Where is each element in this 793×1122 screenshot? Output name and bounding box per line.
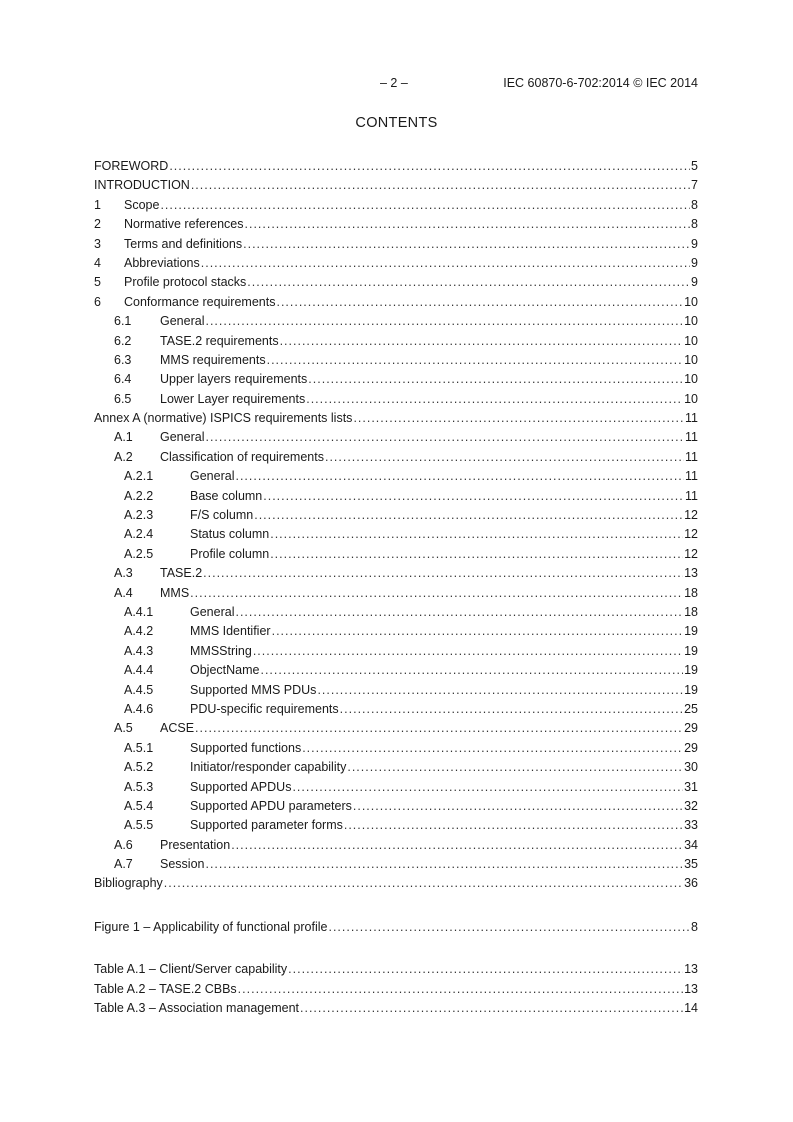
dot-leader (302, 739, 683, 758)
toc-entry-title: FOREWORD (94, 159, 169, 173)
toc-entry-title: Table A.2 – TASE.2 CBBs (94, 981, 237, 996)
toc-entry-title: Table A.1 – Client/Server capability (94, 962, 288, 977)
toc-entry[interactable] (94, 816, 698, 835)
toc-entry-number: A.2.4 (124, 527, 154, 542)
toc-entry-page: 11 (685, 488, 698, 503)
dot-leader (205, 855, 683, 874)
toc-entry-page: 18 (684, 604, 698, 619)
toc-entry-page: 29 (684, 740, 698, 755)
toc-entry-title: Lower Layer requirements (160, 391, 306, 406)
dot-leader (267, 351, 684, 370)
toc-entry-title: TASE.2 (160, 566, 203, 581)
toc-entry[interactable] (94, 564, 698, 583)
toc-entry-number: A.4.2 (124, 624, 154, 639)
toc-entry-number: A.4.4 (124, 663, 154, 678)
toc-entry-number: 6.2 (114, 333, 132, 348)
toc-entry-number: A.4.3 (124, 643, 154, 658)
toc-entry-title: Initiator/responder capability (190, 760, 347, 775)
toc-entry[interactable] (94, 235, 698, 254)
toc-entry-number: 1 (94, 197, 101, 212)
toc-entry-number: 5 (94, 275, 101, 290)
dot-leader (253, 642, 683, 661)
toc-entry-title: General (190, 604, 235, 619)
dot-leader (254, 506, 683, 525)
toc-entry-page: 10 (684, 294, 698, 309)
toc-entry-page: 9 (691, 236, 698, 251)
toc-entry[interactable] (94, 215, 698, 234)
toc-entry[interactable] (94, 584, 698, 603)
toc-entry-title: MMSString (190, 643, 252, 658)
toc-entry-title: Base column (190, 488, 263, 503)
toc-entry-title: ACSE (160, 721, 195, 736)
toc-entry-number: A.2.5 (124, 546, 154, 561)
toc-entry-title: Abbreviations (124, 255, 200, 270)
toc-entry[interactable] (94, 719, 698, 738)
toc-entry-title: Presentation (160, 837, 231, 852)
toc-entry-title: Supported MMS PDUs (190, 682, 317, 697)
toc-entry-page: 19 (684, 663, 698, 678)
toc-entry-title: Terms and definitions (124, 236, 243, 251)
toc-entry-title: Figure 1 – Applicability of functional profile (94, 919, 328, 934)
toc-entry-number: A.2.1 (124, 469, 154, 484)
toc-entry-title: Table A.3 – Association management (94, 1001, 299, 1016)
dot-leader (276, 293, 683, 312)
toc-entry[interactable] (94, 603, 698, 622)
toc-entry[interactable] (94, 855, 698, 874)
dot-leader (164, 874, 683, 893)
dot-leader (169, 157, 690, 176)
dot-leader (247, 273, 690, 292)
dot-leader (195, 719, 683, 738)
toc-entry-page: 10 (684, 333, 698, 348)
toc-entry-number: A.4.1 (124, 604, 154, 619)
toc-entry-title: TASE.2 requirements (160, 333, 279, 348)
toc-entry[interactable] (94, 448, 698, 467)
toc-entry-title: General (160, 314, 205, 329)
toc-entry[interactable] (94, 545, 698, 564)
dot-leader (272, 622, 684, 641)
toc-entry[interactable] (94, 293, 698, 312)
toc-entry-number: 4 (94, 255, 101, 270)
dot-leader (270, 545, 683, 564)
dot-leader (288, 960, 683, 979)
toc-entry-title: F/S column (190, 508, 254, 523)
toc-entry[interactable] (94, 836, 698, 855)
dot-leader (308, 370, 683, 389)
toc-entry-number: A.5 (114, 721, 133, 736)
toc-entry-page: 8 (691, 197, 698, 212)
dot-leader (306, 390, 683, 409)
toc-entry-title: Supported parameter forms (190, 818, 343, 833)
dot-leader (347, 758, 683, 777)
toc-entry-number: A.2.3 (124, 508, 154, 523)
toc-entry-page: 10 (684, 372, 698, 387)
dot-leader (300, 999, 683, 1018)
toc-entry-number: A.7 (114, 857, 133, 872)
toc-entry-number: A.3 (114, 566, 133, 581)
dot-leader (205, 428, 684, 447)
toc-entry-number: 2 (94, 217, 101, 232)
toc-entry-page: 29 (684, 721, 698, 736)
dot-leader (235, 467, 684, 486)
toc-entry[interactable] (94, 681, 698, 700)
toc-entry-page: 34 (684, 837, 698, 852)
toc-entry[interactable] (94, 622, 698, 641)
toc-entry[interactable] (94, 157, 698, 176)
toc-entry-page: 10 (684, 391, 698, 406)
toc-entry[interactable] (94, 525, 698, 544)
toc-entry[interactable] (94, 506, 698, 525)
toc-entry-page: 19 (684, 643, 698, 658)
toc-entry-number: A.5.3 (124, 779, 154, 794)
toc-entry[interactable] (94, 874, 698, 893)
toc-entry-number: A.2 (114, 449, 133, 464)
toc-entry-title: Annex A (normative) ISPICS requirements lists (94, 411, 353, 426)
toc-entry-title: Profile column (190, 546, 270, 561)
dot-leader (238, 980, 683, 999)
page-header (0, 76, 793, 92)
table-of-contents (94, 157, 698, 1018)
toc-entry-title: Status column (190, 527, 270, 542)
toc-entry-number: 3 (94, 236, 101, 251)
dot-leader (328, 918, 690, 937)
dot-leader (190, 584, 683, 603)
list-of-tables-entry[interactable] (94, 980, 698, 999)
toc-entry-number: A.4.6 (124, 701, 154, 716)
list-of-figures-entry[interactable] (94, 918, 698, 937)
toc-entry-title: Normative references (124, 217, 244, 232)
section-gap (94, 894, 698, 918)
toc-entry-page: 13 (684, 981, 698, 996)
toc-entry-number: A.2.2 (124, 488, 154, 503)
list-of-tables-entry[interactable] (94, 999, 698, 1018)
dot-leader (205, 312, 683, 331)
toc-entry-page: 13 (684, 962, 698, 977)
toc-entry-title: General (190, 469, 235, 484)
toc-entry[interactable] (94, 254, 698, 273)
toc-entry-page: 25 (684, 701, 698, 716)
dot-leader (353, 409, 684, 428)
toc-entry[interactable] (94, 332, 698, 351)
toc-entry-title: Bibliography (94, 876, 163, 891)
toc-entry-number: A.4 (114, 585, 133, 600)
dot-leader (270, 525, 683, 544)
toc-entry[interactable] (94, 758, 698, 777)
toc-entry[interactable] (94, 370, 698, 389)
toc-entry[interactable] (94, 467, 698, 486)
toc-entry[interactable] (94, 176, 698, 195)
toc-entry-page: 19 (684, 624, 698, 639)
section-gap (94, 937, 698, 960)
toc-entry[interactable] (94, 487, 698, 506)
toc-entry-number: A.5.2 (124, 760, 154, 775)
dot-leader (344, 816, 683, 835)
toc-entry-page: 36 (684, 876, 698, 891)
toc-entry-title: MMS (160, 585, 190, 600)
toc-entry[interactable] (94, 312, 698, 331)
toc-entry-number: A.5.5 (124, 818, 154, 833)
list-of-tables-entry[interactable] (94, 960, 698, 979)
toc-entry[interactable] (94, 428, 698, 447)
toc-entry-page: 5 (691, 159, 698, 173)
toc-entry-page: 12 (684, 546, 698, 561)
toc-entry[interactable] (94, 797, 698, 816)
toc-entry-page: 14 (684, 1001, 698, 1016)
toc-entry-page: 9 (691, 275, 698, 290)
toc-entry[interactable] (94, 739, 698, 758)
toc-entry-page: 33 (684, 818, 698, 833)
toc-entry[interactable] (94, 700, 698, 719)
toc-entry-page: 8 (691, 217, 698, 232)
dot-leader (243, 235, 690, 254)
toc-entry-title: Upper layers requirements (160, 372, 308, 387)
dot-leader (260, 661, 683, 680)
toc-entry-page: 35 (684, 857, 698, 872)
toc-entry-number: 6.3 (114, 352, 132, 367)
toc-entry-title: Session (160, 857, 205, 872)
toc-entry-number: 6.4 (114, 372, 132, 387)
toc-entry[interactable] (94, 273, 698, 292)
toc-entry-title: Scope (124, 197, 160, 212)
toc-entry-page: 7 (691, 178, 698, 193)
toc-entry-number: A.5.1 (124, 740, 154, 755)
toc-entry-page: 9 (691, 255, 698, 270)
toc-entry-number: A.4.5 (124, 682, 154, 697)
toc-entry-number: A.6 (114, 837, 133, 852)
toc-entry[interactable] (94, 390, 698, 409)
dot-leader (160, 196, 690, 215)
dot-leader (340, 700, 683, 719)
dot-leader (231, 836, 683, 855)
toc-entry-page: 11 (685, 449, 698, 464)
toc-entry-title: Supported functions (190, 740, 302, 755)
toc-entry-title: Supported APDUs (190, 779, 292, 794)
toc-entry[interactable] (94, 409, 698, 428)
toc-entry-page: 18 (684, 585, 698, 600)
toc-entry-number: 6 (94, 294, 101, 309)
toc-entry[interactable] (94, 642, 698, 661)
toc-entry-number: 6.1 (114, 314, 132, 329)
dot-leader (325, 448, 684, 467)
toc-entry[interactable] (94, 778, 698, 797)
toc-entry-page: 32 (684, 798, 698, 813)
toc-entry-title: General (160, 430, 205, 445)
toc-entry[interactable] (94, 351, 698, 370)
toc-entry-page: 12 (684, 508, 698, 523)
toc-entry-page: 19 (684, 682, 698, 697)
toc-entry-page: 11 (685, 469, 698, 484)
toc-entry-number: A.1 (114, 430, 133, 445)
toc-entry-page: 30 (684, 760, 698, 775)
dot-leader (263, 487, 684, 506)
toc-entry-page: 13 (684, 566, 698, 581)
toc-entry[interactable] (94, 196, 698, 215)
toc-entry-title: MMS Identifier (190, 624, 271, 639)
dot-leader (203, 564, 683, 583)
contents-title: CONTENTS (355, 115, 438, 131)
toc-entry-title: Classification of requirements (160, 449, 324, 464)
toc-entry-page: 11 (685, 411, 698, 426)
toc-entry-title: MMS requirements (160, 352, 266, 367)
toc-entry-number: A.5.4 (124, 798, 154, 813)
toc-entry-page: 11 (685, 430, 698, 445)
toc-entry-title: INTRODUCTION (94, 178, 190, 193)
dot-leader (353, 797, 683, 816)
dot-leader (280, 332, 684, 351)
toc-entry-page: 31 (684, 779, 698, 794)
page-number: – 2 – (380, 76, 408, 90)
toc-entry-title: Supported APDU parameters (190, 798, 352, 813)
toc-entry-page: 10 (684, 352, 698, 367)
toc-entry[interactable] (94, 661, 698, 680)
toc-entry-title: ObjectName (190, 663, 260, 678)
dot-leader (235, 603, 683, 622)
toc-entry-page: 8 (691, 919, 698, 934)
dot-leader (317, 681, 683, 700)
dot-leader (201, 254, 690, 273)
toc-entry-title: Profile protocol stacks (124, 275, 247, 290)
toc-entry-number: 6.5 (114, 391, 132, 406)
toc-entry-page: 12 (684, 527, 698, 542)
standard-identifier: IEC 60870-6-702:2014 © IEC 2014 (503, 76, 698, 90)
dot-leader (292, 778, 683, 797)
toc-entry-title: Conformance requirements (124, 294, 276, 309)
toc-entry-page: 10 (684, 314, 698, 329)
dot-leader (191, 176, 690, 195)
dot-leader (245, 215, 691, 234)
toc-entry-title: PDU-specific requirements (190, 701, 339, 716)
